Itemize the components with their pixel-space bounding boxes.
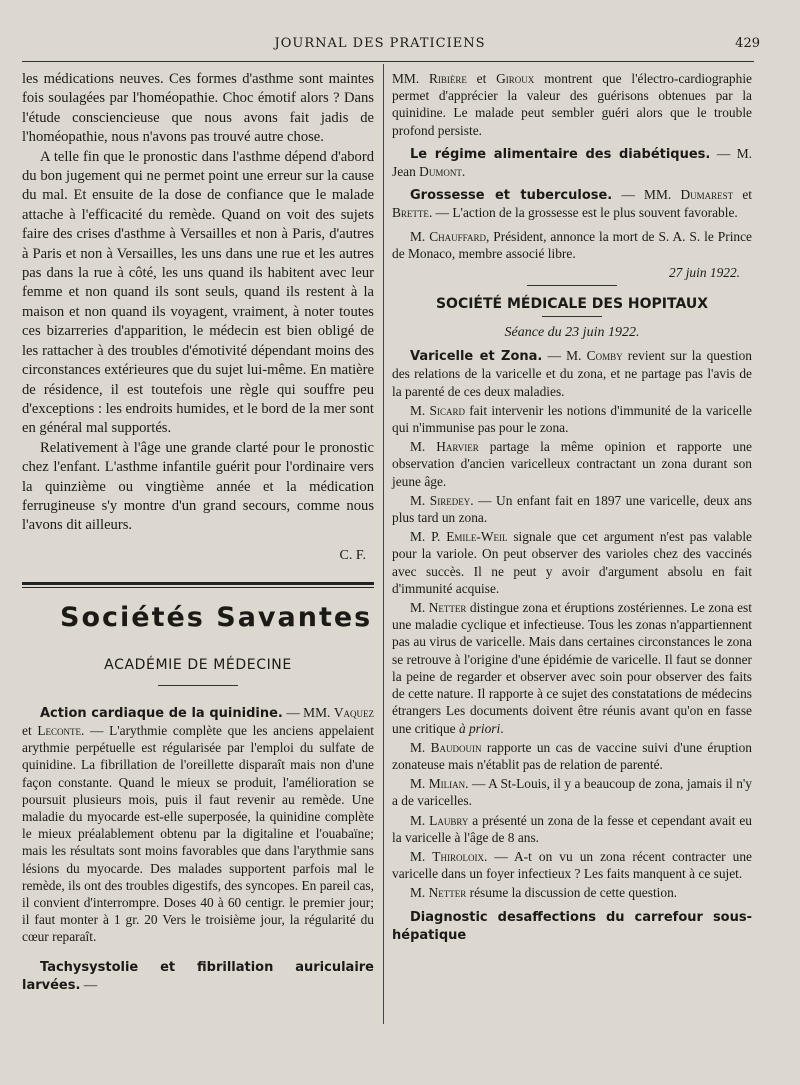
author-name: Ribière	[428, 71, 467, 86]
italic-term: à priori	[458, 720, 501, 736]
left-column	[22, 70, 374, 996]
author-name: Netter	[428, 885, 467, 901]
section-rule-thin	[22, 587, 374, 588]
page-number: 429	[735, 36, 760, 51]
harvier-paragraph: M. Harvier partage la même opinion et rapporte une observation d'ancien varicelleux contractant un zona durant son jeune âge.	[392, 439, 753, 489]
author-name: Comby	[586, 348, 623, 364]
academy-heading: ACADÉMIE DE MÉDECINE	[104, 656, 292, 673]
author-name: Thiroloix	[432, 848, 484, 864]
article-title: Varicelle et Zona.	[410, 349, 543, 365]
article-title: Diagnostic desaffections du carrefour sous-hépatique	[392, 909, 752, 943]
asthma-paragraph-3: Relativement à l'âge une grande clarté pour le pronostic chez l'enfant. L'asthme infantile guérit pour l'ordinaire vers la quinzième ou vingtième année et la médication ferrugineuse s'y montre d'un grand secours, comme nous l'avons dit ailleurs.	[22, 439, 374, 534]
author-name: Laubry	[429, 812, 469, 828]
page-header	[0, 36, 800, 56]
asthma-paragraph-1: les médications neuves. Ces formes d'asthme sont maintes fois soulagées par l'homéopathie. Choc émotif alors ? Dans l'étude consciencieuse que nous avons fait jadis de l'homéopathie, nous n'avons pas trouvé autre chose.	[22, 71, 374, 146]
asthma-paragraph-2: A telle fin que le pronostic dans l'asthme dépend d'abord du bon jugement qui ne permet point une erreur sur la cause du mal. Et ensuite de la dose de confiance que le malade attache à l'efficacité du remède. Quand on voit des sujets faire des crises d'asthme à Versailles et non à Paris, d'autres à Paris et non à Versailles, les uns dans une rue et les autres pas dans la rue à côté, les uns quand ils habitent avec leur femme et non quand ils sont seuls, quand ils restent à la maison et non quand ils voyagent, vraiment, à noter toutes ces bizarreries d'apparition, le médecin est bien obligé de les rattacher à des troubles d'émotivité dépendant moins des circonstances extérieures que du sujet lui-même. En matière de résidence, il est toutefois une règle qui souffre peu d'exceptions : les endroits humides, et le bord de la mer sont en général mal supportés.	[22, 148, 374, 437]
article-title: Le régime alimentaire des diabétiques.	[410, 146, 711, 162]
author-name: Vaquez	[333, 704, 374, 720]
article-quinidine: Action cardiaque de la quinidine. — MM. Vaquez et Leconte. — L'arythmie complète que les anciens appelaient arythmie perpétuelle est régularisée par l'emploi du sulfate de quinidine. La fibrillation de l'oreillette disparaît mais non d'une façon constante. Quand le mieux se produit, l'amélioration se poursuit plusieurs mois, puis il faut revenir au remède. Une maladie du myocarde est-elle superposée, la quinidine complète le mieux préalablement obtenu par la digitaline et l'ouabaïne; mais les résultats sont moins favorables que dans l'arythmie sans lésions du myocarde. Des malades supportent parfois mal le remède, ils ont des troubles digestifs, des syncopes. En pareil cas, il convient d'interrompre. Doses 40 à 60 centigr. le premier jour; il faut monter à 1 gr. 20 Vers le troisième jour, la régularité du cœur reparaît.	[22, 704, 374, 945]
author-signature: C. F.	[339, 547, 366, 563]
right-column	[392, 70, 752, 946]
author-name: Netter	[428, 600, 467, 616]
siredey-paragraph: M. Siredey. — Un enfant fait en 1897 une varicelle, deux ans plus tard un zona.	[392, 492, 753, 526]
milian-paragraph: M. Milian. — A St-Louis, il y a beaucoup de zona, jamais il n'y a de varicelles.	[392, 776, 752, 809]
section-rule-thick	[22, 582, 374, 585]
article-title: Tachysystolie et fibrillation auriculaire larvées.	[22, 959, 374, 993]
author-name: Leconte	[37, 722, 82, 738]
short-rule	[158, 685, 238, 686]
comby-paragraph: Varicelle et Zona. — M. Comby revient sur la question des relations de la varicelle et du zona, et ne partage pas l'avis de la parenté de ces deux maladies.	[392, 348, 752, 399]
session-date: 27 juin 1922.	[668, 265, 740, 281]
section-title: Sociétés Savantes	[60, 601, 373, 633]
ribiere-paragraph: MM. Ribière et Giroux montrent que l'électro-cardiographie permet d'apprécier la valeur des guérisons obtenues par la quinidine. Le malade peut sembler guéri alors que le trouble profond persiste.	[392, 71, 752, 138]
grossesse-paragraph: Grossesse et tuberculose. — MM. Dumarest et Brette. — L'action de la grossesse est le plus souvent favorable.	[392, 187, 752, 221]
column-divider	[383, 64, 384, 1024]
hopitaux-heading: SOCIÉTÉ MÉDICALE DES HOPITAUX	[435, 296, 709, 313]
author-name: Dumont	[419, 164, 462, 180]
article-title: Grossesse et tuberculose.	[410, 188, 613, 204]
diabetes-paragraph: Le régime alimentaire des diabétiques. — M. Jean Dumont.	[392, 145, 752, 180]
laubry-paragraph: M. Laubry a présenté un zona de la fesse et cependant avait eu la varicelle à l'âge de 8 ans.	[392, 812, 753, 845]
article-title: Action cardiaque de la quinidine.	[40, 705, 283, 721]
thiroloix-paragraph: M. Thiroloix. — A-t on vu un zona récent contracter une varicelle dans un foyer infectieux ? Les faits manquent à ce sujet.	[392, 848, 752, 882]
author-name: Siredey	[429, 492, 471, 508]
author-name: Harvier	[436, 439, 479, 455]
short-rule	[542, 316, 602, 317]
netter-summary-paragraph: M. Netter résume la discussion de cette question.	[410, 885, 678, 901]
baudouin-paragraph: M. Baudouin rapporte un cas de vaccine suivi d'une éruption zonateuse mais n'établit pas de relation de parenté.	[392, 739, 753, 772]
emile-weil-paragraph: M. P. Emile-Weil signale que cet argument n'est pas valable pour la variole. On peut observer des varioles chez des vaccinés avec succès. Il ne peut y avoir d'argument absolu en fait d'immunité acquise.	[392, 529, 753, 596]
diagnostic-paragraph	[392, 908, 752, 944]
author-name: Baudouin	[430, 739, 482, 755]
running-title: JOURNAL DES PRATICIENS	[274, 36, 486, 51]
author-name: Brette	[392, 205, 429, 221]
author-name: Milian	[428, 776, 466, 792]
article-tachysystolie: Tachysystolie et fibrillation auriculaire larvées. —	[22, 959, 374, 993]
header-rule	[22, 61, 754, 62]
netter-paragraph: M. Netter distingue zona et éruptions zostériennes. Le zona est une maladie cyclique et infectieuse. Tous les zonas n'appartiennent pas au virus de varicelle. Mais dans certaines circonstances le zona se retrouve à l'origine d'une épidémie de varicelle. Il faut se donner la peine de regarder et observer avec soin pour observer des faits de cette nature. Il rapporte à ce sujet des constatations de médecins étrangers Les documents doivent être réunis avant qu'on en fasse une critique à priori.	[392, 600, 752, 736]
author-name: Chauffard	[429, 228, 486, 244]
chauffard-paragraph: M. Chauffard, Président, annonce la mort de S. A. S. le Prince de Monaco, membre associé libre.	[392, 228, 753, 261]
author-name: Emile-Weil	[446, 529, 508, 545]
author-name: Sicard	[429, 402, 465, 418]
author-name: Dumarest	[680, 187, 734, 203]
short-rule	[527, 285, 617, 286]
author-name: Giroux	[496, 71, 535, 86]
sicard-paragraph: M. Sicard fait intervenir les notions d'immunité de la varicelle qui n'immunise pas pour le zona.	[392, 402, 753, 436]
seance-date: Séance du 23 juin 1922.	[504, 325, 640, 341]
